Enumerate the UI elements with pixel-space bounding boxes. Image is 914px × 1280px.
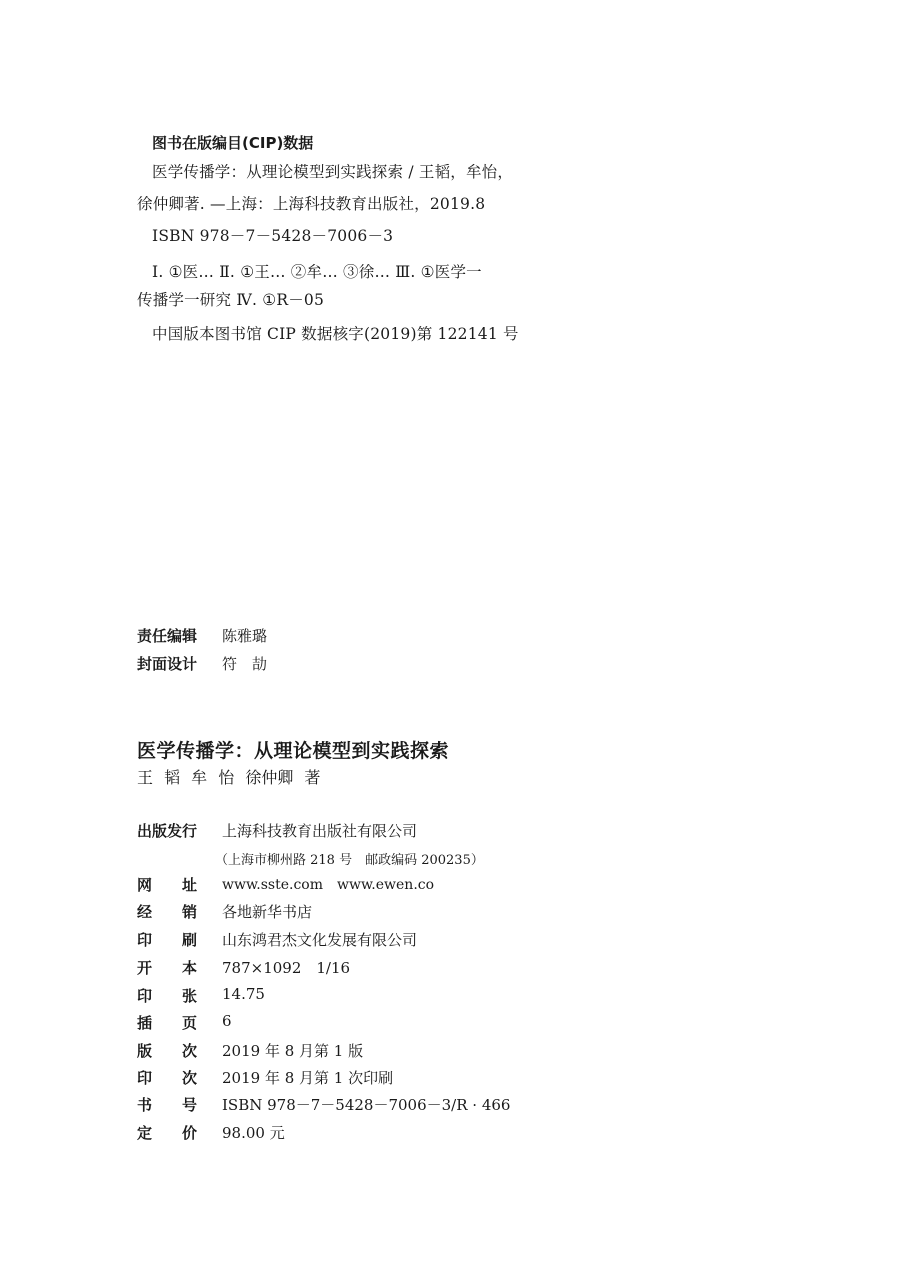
isbn-value: ISBN 978－7－5428－7006－3/R · 466 (222, 1096, 511, 1114)
price-value: 98.00 元 (222, 1124, 285, 1142)
printing-value: 2019 年 8 月第 1 次印刷 (222, 1069, 394, 1087)
distributor-label: 经 销 (137, 903, 198, 921)
cip-heading: 图书在版编目(CIP)数据 (152, 134, 314, 152)
distributor-value: 各地新华书店 (222, 903, 313, 921)
book-authors: 王 韬 牟 怡 徐仲卿 著 (137, 768, 321, 787)
website-value: www.sste.com www.ewen.co (222, 877, 435, 893)
printer-label: 印 刷 (137, 931, 198, 949)
cover-design-value: 符 劼 (222, 655, 268, 673)
website-label: 网 址 (137, 876, 198, 894)
printer-value: 山东鸿君杰文化发展有限公司 (222, 931, 418, 949)
edition-label: 版 次 (137, 1042, 198, 1060)
editor-label: 责任编辑 (137, 627, 198, 645)
format-value: 787×1092 1/16 (222, 959, 351, 977)
isbn-label: 书 号 (137, 1096, 198, 1114)
printing-label: 印 次 (137, 1069, 198, 1087)
cip-line-authors: 徐仲卿著. —上海：上海科技教育出版社，2019.8 (137, 195, 486, 213)
publisher-label: 出版发行 (137, 822, 198, 840)
cip-line-classification-cont: 传播学一研究 Ⅳ. ①R－05 (137, 291, 325, 309)
publisher-value: 上海科技教育出版社有限公司 (222, 822, 418, 840)
inserts-value: 6 (222, 1012, 232, 1030)
cover-design-label: 封面设计 (137, 655, 198, 673)
book-title: 医学传播学：从理论模型到实践探索 (137, 740, 450, 762)
cip-line-classification: Ⅰ. ①医… Ⅱ. ①王… ②牟… ③徐… Ⅲ. ①医学一 (152, 263, 482, 281)
edition-value: 2019 年 8 月第 1 版 (222, 1042, 364, 1060)
publisher-address: （上海市柳州路 218 号 邮政编码 200235） (215, 853, 484, 868)
cip-line-record-number: 中国版本图书馆 CIP 数据核字(2019)第 122141 号 (152, 325, 519, 343)
inserts-label: 插 页 (137, 1014, 198, 1032)
sheets-label: 印 张 (137, 987, 198, 1005)
cip-line-isbn: ISBN 978－7－5428－7006－3 (152, 227, 394, 245)
sheets-value: 14.75 (222, 985, 265, 1003)
format-label: 开 本 (137, 959, 198, 977)
price-label: 定 价 (137, 1124, 198, 1142)
cip-line-title: 医学传播学：从理论模型到实践探索 / 王韬，牟怡， (152, 163, 514, 181)
editor-value: 陈雅璐 (222, 627, 268, 645)
